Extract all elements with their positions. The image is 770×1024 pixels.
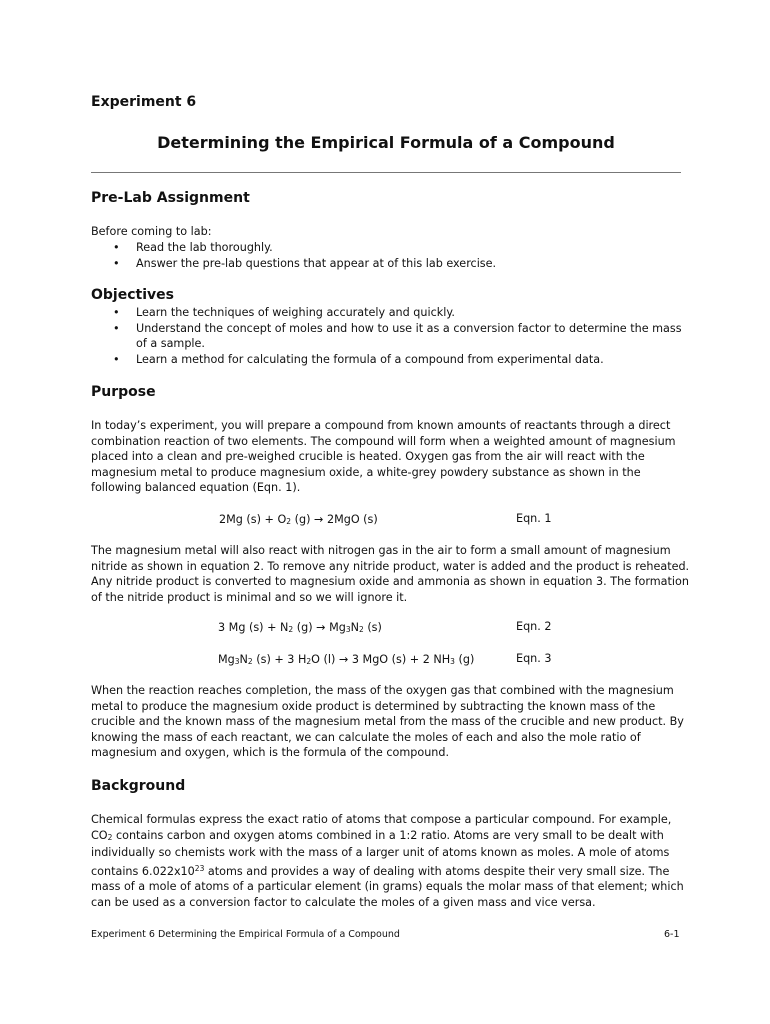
bullet-icon: • bbox=[113, 241, 120, 254]
purpose-paragraph-1: In today’s experiment, you will prepare a compound from known amounts of reactants through a direct combination reaction of two elements. The compound will form when a weighted amount of magnesium placed into a clean and pre-weighed crucible is heated. Oxygen gas from the air will react with the magnesium metal to produce magnesium oxide, a white-grey powdery substance as shown in the following balanced equation (Eqn. 1). bbox=[91, 419, 676, 495]
objectives-heading: Objectives bbox=[91, 287, 174, 303]
equation-3: $Mg_3N_2$ (s) + 3 $H_2O$ (l) → 3 MgO (s) + 2 $NH_3$ (g) bbox=[218, 653, 475, 666]
equation-2: 3 Mg $(s) + N_2$ $(g) \to Mg_3N_2$ (s) bbox=[218, 621, 382, 634]
title-divider bbox=[91, 172, 681, 173]
list-item: • Read the lab thoroughly. bbox=[113, 241, 273, 254]
bullet-icon: • bbox=[113, 256, 120, 270]
equation-2-label: Eqn. 2 bbox=[516, 620, 552, 633]
objectives-list bbox=[91, 305, 691, 367]
arrow-icon: → bbox=[338, 653, 349, 666]
list-item: • Learn the techniques of weighing accurately and quickly. bbox=[113, 306, 455, 319]
list-item: • Answer the pre-lab questions that appear at of this lab exercise. bbox=[113, 256, 497, 270]
prelab-list bbox=[91, 240, 691, 271]
equation-1: 2Mg $(s) + O_2$ (g) → 2MgO (s) bbox=[219, 513, 378, 526]
footer-title: Experiment 6 Determining the Empirical Formula of a Compound bbox=[91, 929, 400, 940]
prelab-heading: Pre-Lab Assignment bbox=[91, 190, 250, 206]
page-title: Determining the Empirical Formula of a Compound bbox=[157, 133, 615, 152]
arrow-icon: → bbox=[314, 513, 324, 526]
purpose-paragraph-2: The magnesium metal will also react with nitrogen gas in the air to form a small amount of magnesium nitride as shown in equation 2. To remove any nitride product, water is added and the product is reheated. Any nitride product is converted to magnesium oxide and ammonia as shown in equation 3. The formation of the nitride product is minimal and so we will ignore it. bbox=[91, 544, 690, 604]
purpose-paragraph-3: When the reaction reaches completion, the mass of the oxygen gas that combined with the magnesium metal to produce the magnesium oxide product is determined by subtracting the known mass of the crucible and the known mass of the magnesium metal from the mass of the crucible and new product. By knowing the mass of each reactant, we can calculate the moles of each and also the mole ratio of magnesium and oxygen, which is the formula of the compound. bbox=[91, 684, 684, 760]
list-item: • Learn a method for calculating the formula of a compound from experimental data. bbox=[113, 352, 604, 366]
page-number: 6-1 bbox=[664, 929, 680, 940]
bullet-icon: • bbox=[113, 321, 120, 335]
bullet-icon: • bbox=[113, 352, 120, 366]
list-item: • Understand the concept of moles and how to use it as a conversion factor to determine the mass of a sample. bbox=[113, 321, 682, 351]
experiment-label: Experiment 6 bbox=[91, 94, 197, 110]
prelab-intro: Before coming to lab: bbox=[91, 225, 212, 238]
background-paragraph: Chemical formulas express the exact ratio of atoms that compose a particular compound. For example, $CO_2$ contains carbon and oxygen atoms combined in a 1:2 ratio. Atoms are very small to be dealt with individually so chemists work with the mass of a larger unit of atoms known as moles. A mole of atoms contains $6.022x10^{23}$ atoms and provides a way of dealing with atoms despite their very small size. The mass of a mole of atoms of a particular element (in grams) equals the molar mass of that element; which can be used as a conversion factor to calculate the moles of a given mass and vice versa. bbox=[91, 813, 684, 909]
equation-3-label: Eqn. 3 bbox=[516, 652, 552, 665]
bullet-icon: • bbox=[113, 306, 120, 319]
background-heading: Background bbox=[91, 778, 186, 794]
purpose-heading: Purpose bbox=[91, 384, 156, 400]
equation-1-label: Eqn. 1 bbox=[516, 512, 552, 525]
arrow-icon: → bbox=[316, 621, 326, 634]
